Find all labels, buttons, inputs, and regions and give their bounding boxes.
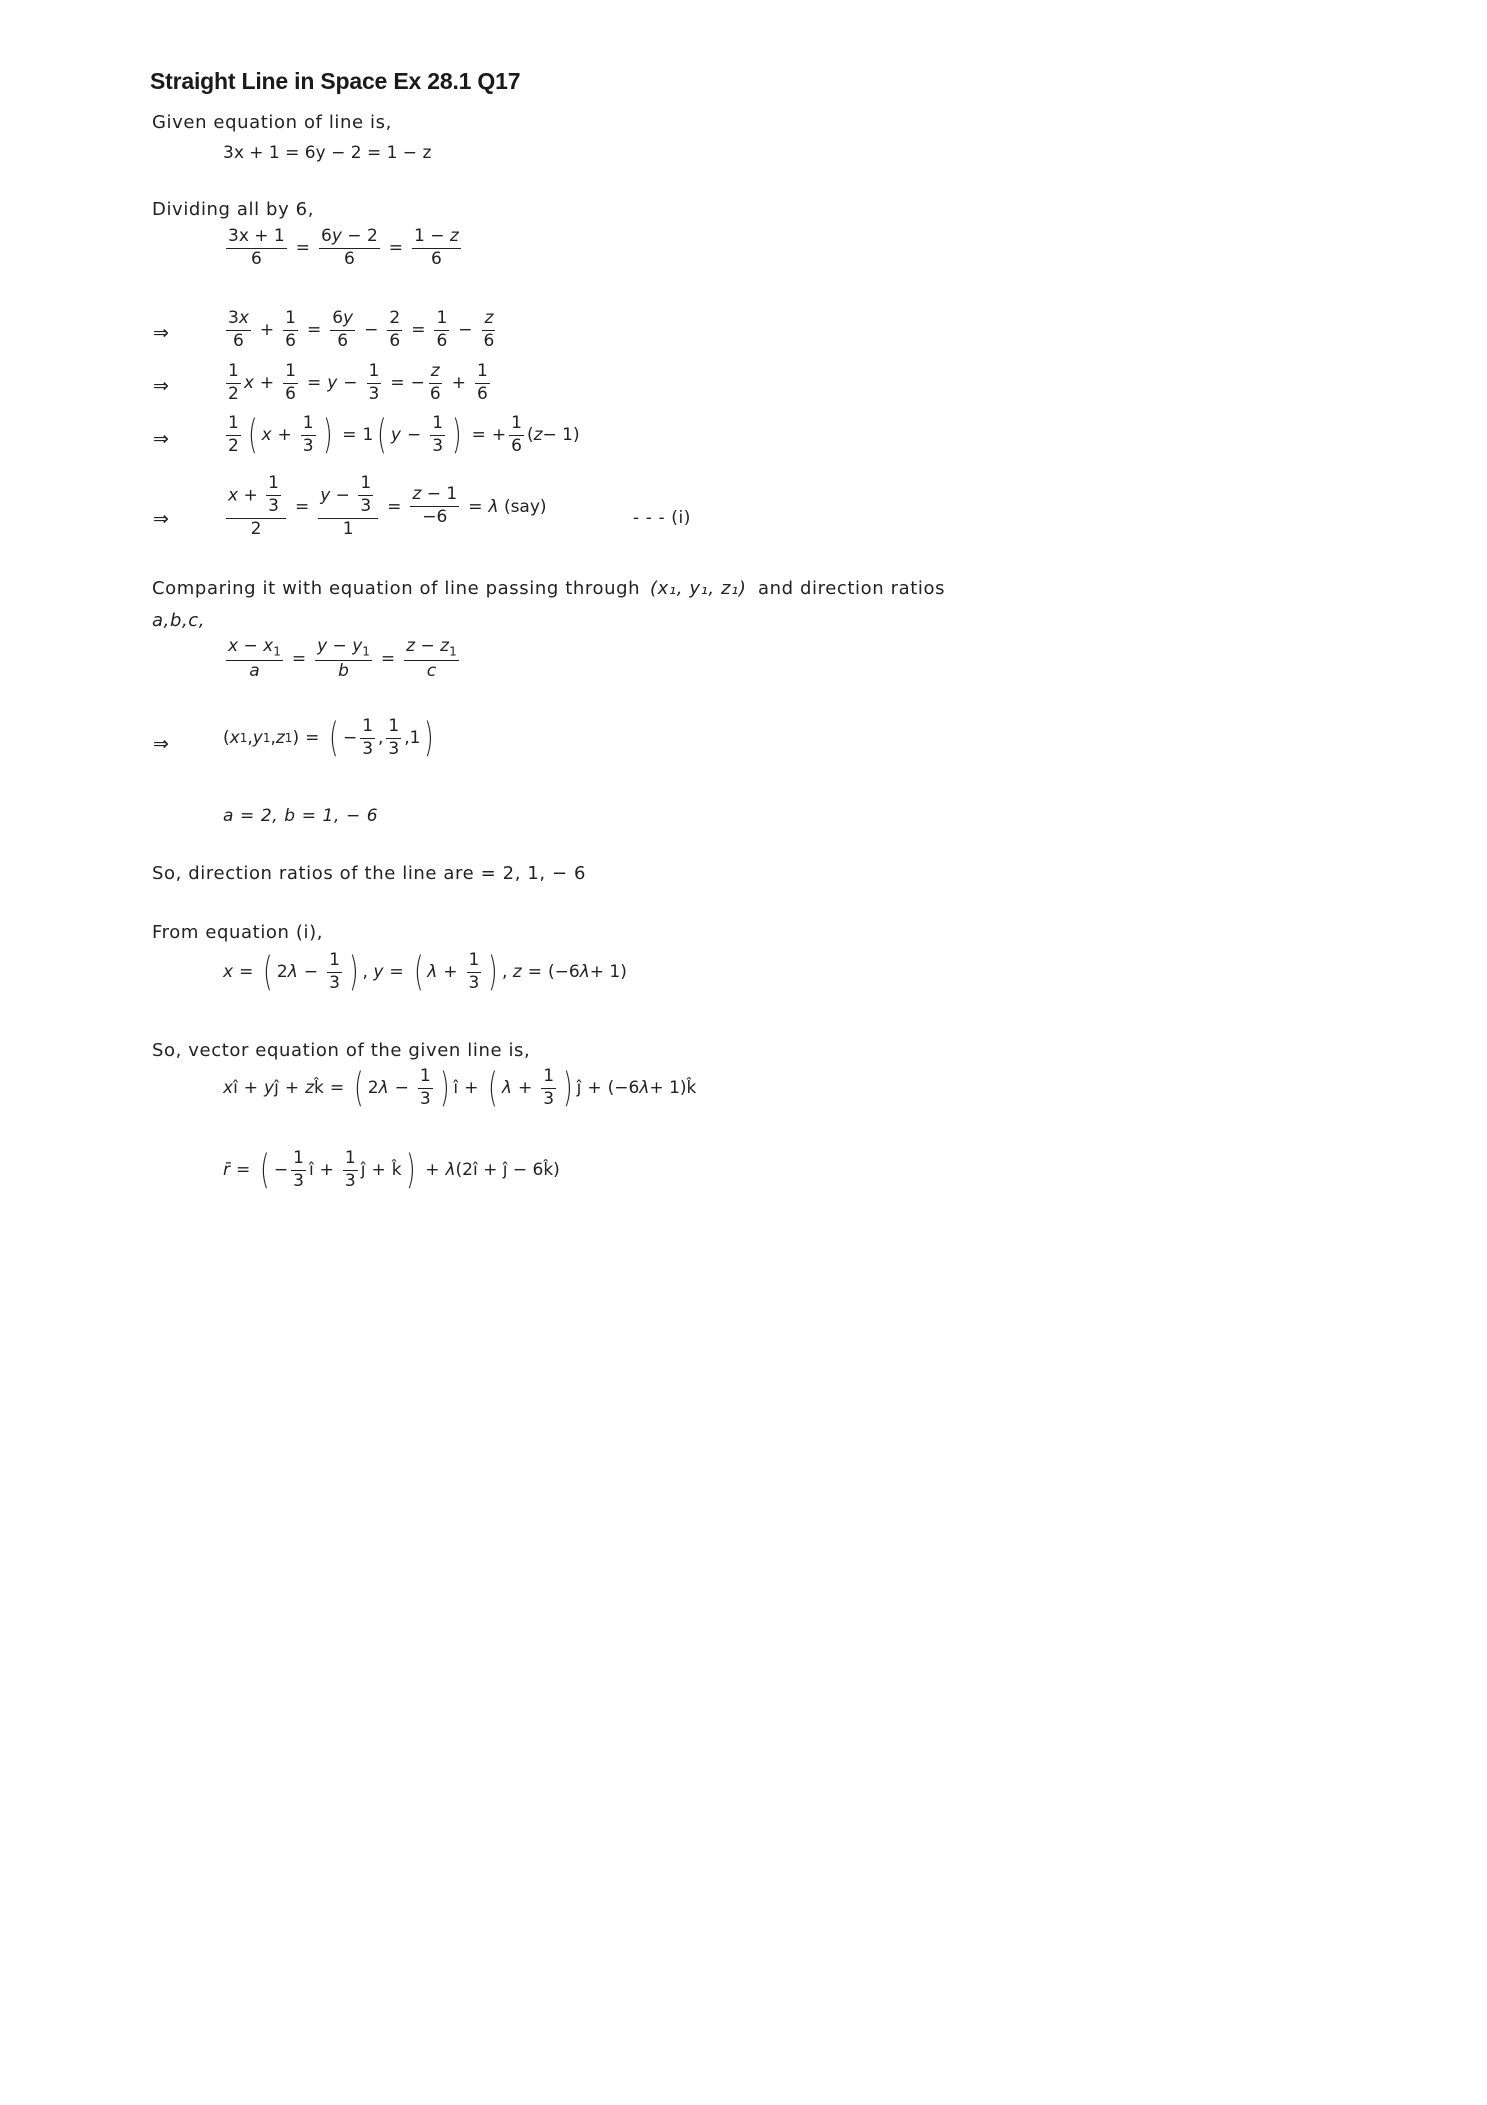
say-text: (say) [503, 496, 547, 517]
implies-arrow-3: ⇒ [153, 428, 169, 450]
equation-step-2: $\frac{1}{2}$ x + $\frac{1}{6}$ = y − $\frac{1}{3}$ = − $\frac{z}{6}$ + $\frac{1}{6}$ [228, 361, 488, 404]
implies-arrow-4: ⇒ [153, 508, 169, 530]
intro-text: Given equation of line is, [152, 112, 392, 133]
page-title: Straight Line in Space Ex 28.1 Q17 [150, 68, 521, 94]
equation-reference: - - - (i) [633, 508, 692, 528]
equation-step-3: $\frac{1}{2}$ ( x + $\frac{1}{3}$ ) = 1 ( y − $\frac{1}{3}$ ) = + $\frac{1}{6}$ ( z − 1) [228, 412, 580, 459]
point-label: (x₁, y₁, z₁) [650, 578, 747, 599]
implies-arrow-5: ⇒ [153, 733, 169, 755]
equation-divided: $\frac{3x + 1}{6}$ = $\frac{6y - 2}{6}$ = $\frac{1 - z}{6}$ [228, 226, 459, 269]
equation-step-1: $\frac{3x}{6}$ + $\frac{1}{6}$ = $\frac{6y}{6}$ − $\frac{2}{6}$ = $\frac{1}{6}$ − $\frac{z}{6}$ [228, 308, 495, 351]
from-equation-text: From equation (i), [152, 922, 324, 943]
comparing-text-1: Comparing it with equation of line passing through [152, 578, 641, 599]
implies-arrow-1: ⇒ [153, 322, 169, 344]
equation-vector-1: x î + y ĵ + z k̂ = ( 2 λ − $\frac{1}{3}$ ) î + ( λ + $\frac{1}{3}$ ) ĵ + (−6 λ + 1)k̂ [223, 1065, 697, 1112]
dividing-text: Dividing all by 6, [152, 199, 315, 220]
lambda-symbol: λ [488, 496, 499, 517]
abc-values: a = 2, b = 1, − 6 [223, 806, 379, 826]
comparing-text-2: and direction ratios [758, 578, 946, 599]
equation-vector-2: r̄ = ( − $\frac{1}{3}$ î + $\frac{1}{3}$ ĵ + k̂ ) + λ (2î + ĵ − 6k̂) [223, 1147, 560, 1194]
direction-ratios-text: So, direction ratios of the line are = 2, 1, − 6 [152, 863, 587, 884]
equation-step-4: x + $\frac{1}{3}$ 2 = y − $\frac{1}{3}$ 1 = $\frac{z - 1}{-6}$ = λ (say) [228, 473, 547, 539]
equation-general-line: $\frac{x - x_1}{a}$ = $\frac{y - y_1}{b}$ = $\frac{z - z_1}{c}$ [228, 636, 457, 681]
vector-equation-text: So, vector equation of the given line is, [152, 1040, 531, 1061]
equation-line [223, 143, 431, 163]
equation-parametric: x = ( 2 λ − $\frac{1}{3}$ ) , y = ( λ + $\frac{1}{3}$ ) , z = (−6 λ + 1) [223, 949, 627, 996]
equation-line-text: 3x + 1 = 6y − 2 = 1 − z [223, 143, 432, 163]
implies-arrow-2: ⇒ [153, 375, 169, 397]
equation-point: ( x 1 , y 1 , z 1 ) = ( − $\frac{1}{3}$ , $\frac{1}{3}$ ,1 ) [223, 715, 434, 762]
comparing-text-3: a,b,c, [152, 610, 206, 631]
